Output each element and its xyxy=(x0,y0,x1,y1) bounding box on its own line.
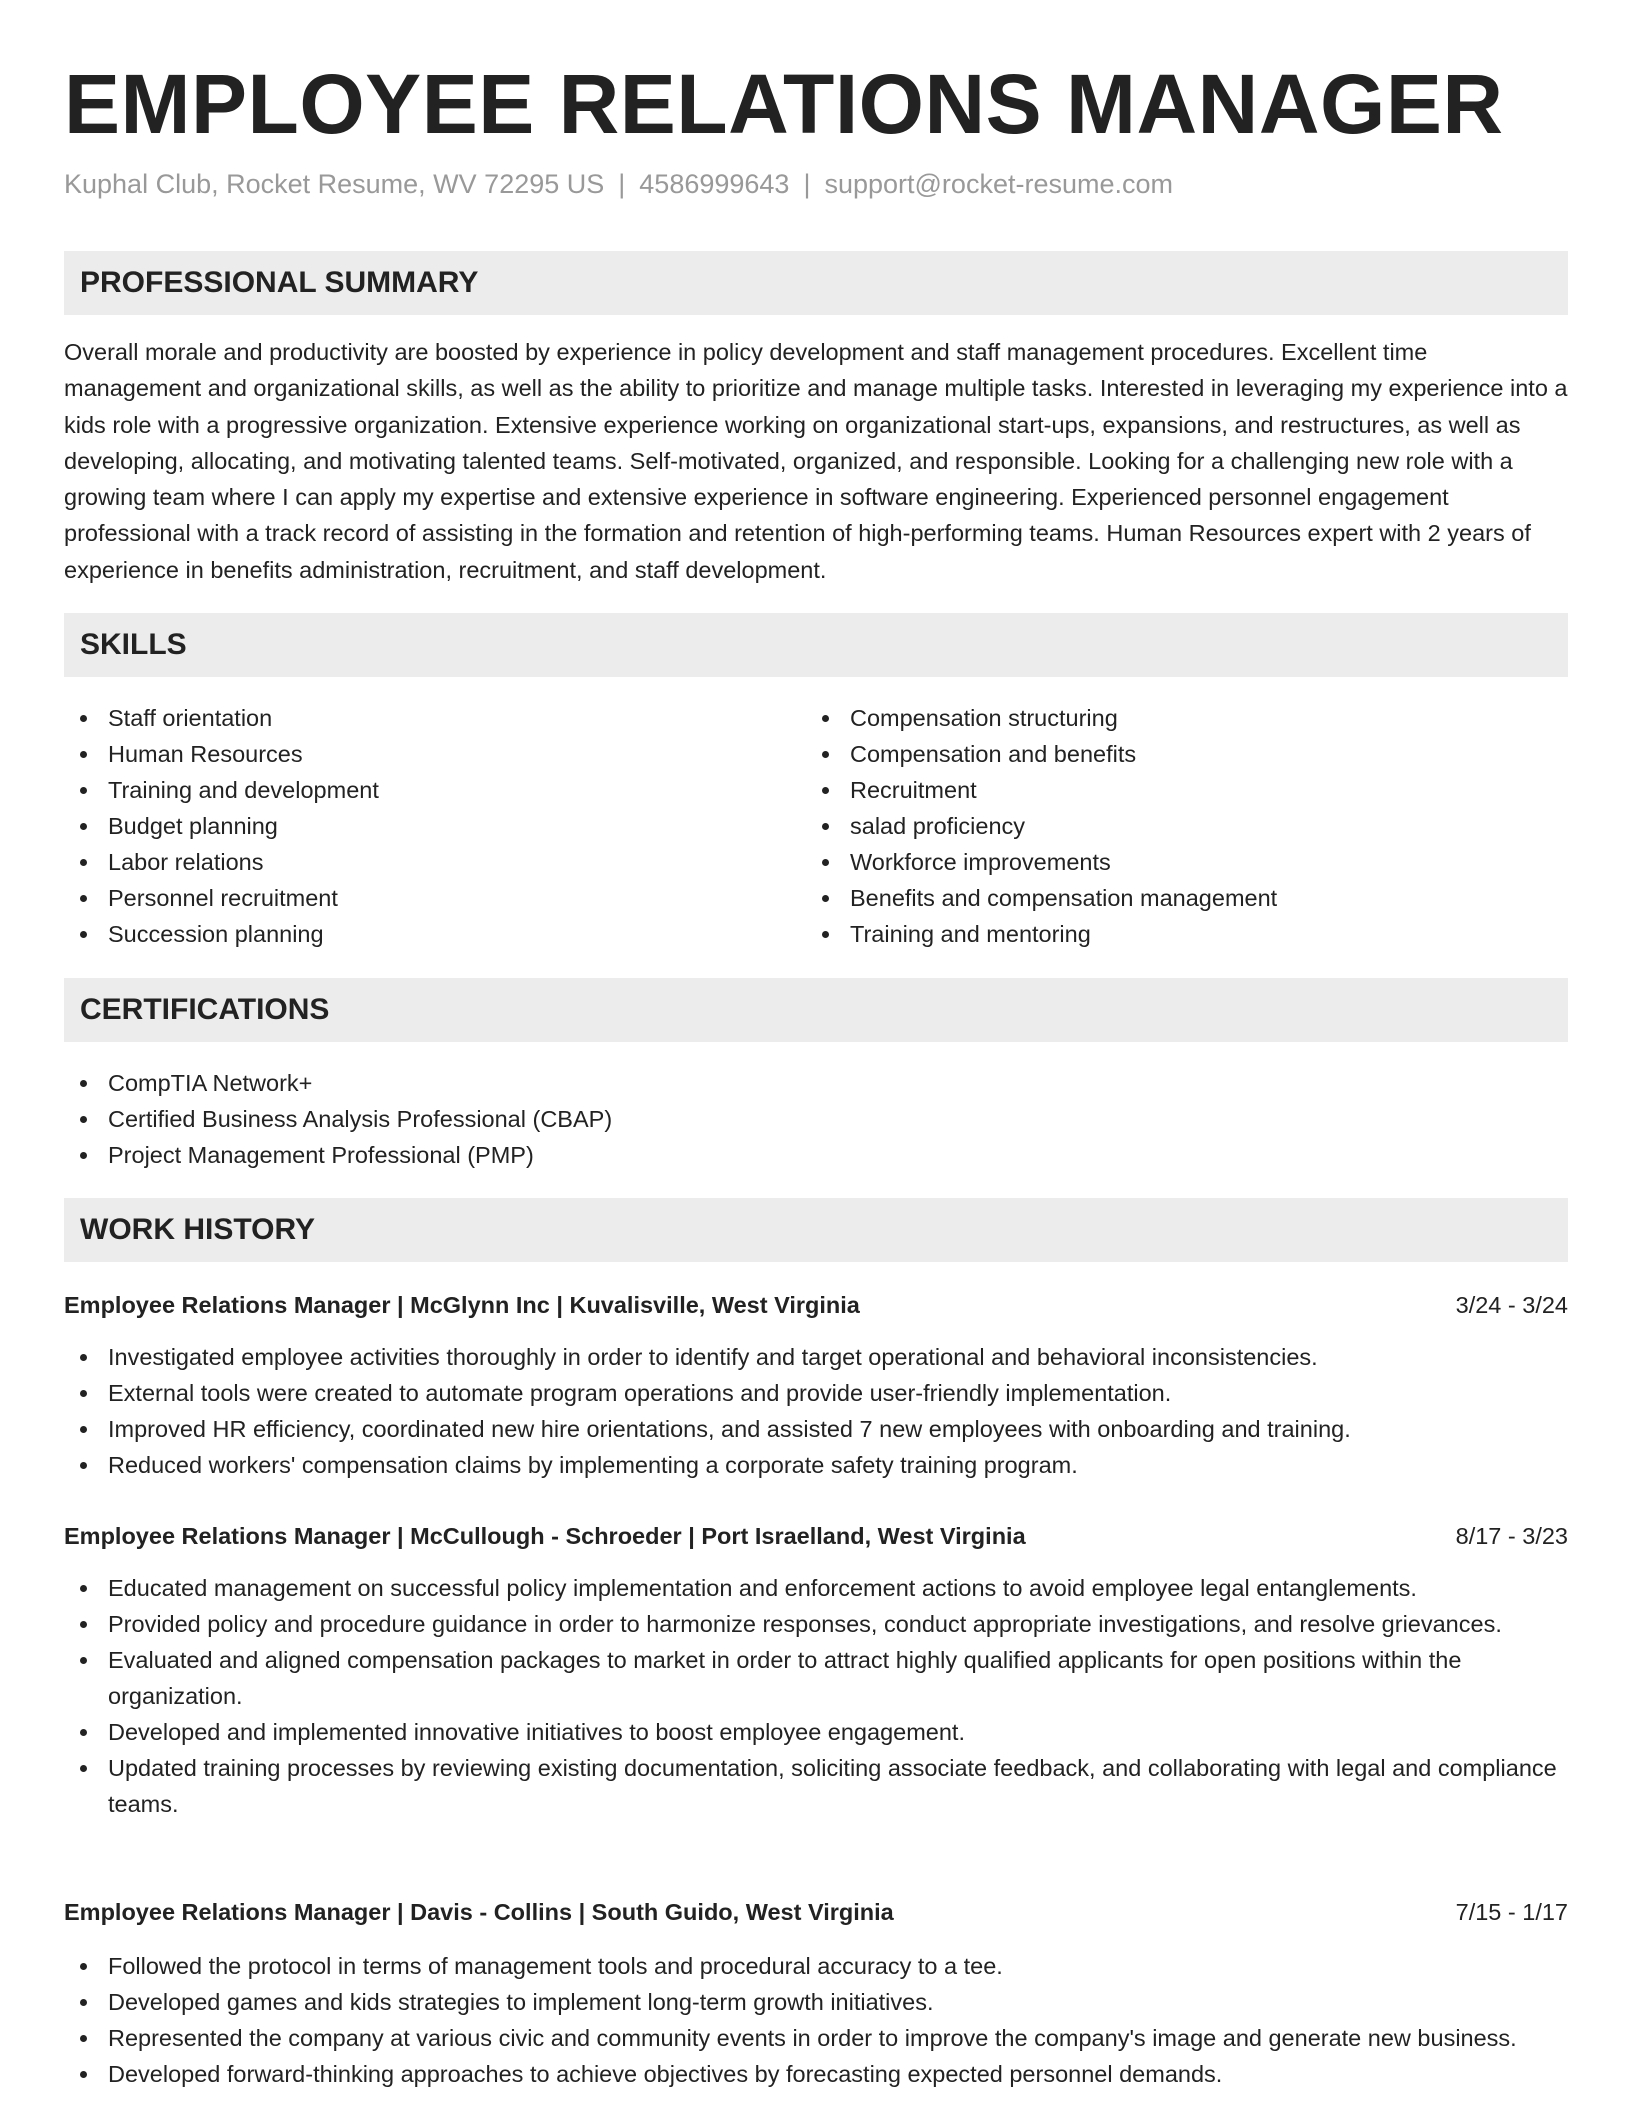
job-title: Employee Relations Manager | McCullough - Schroeder | Port Israelland, West Virginia xyxy=(64,1523,1026,1549)
contact-email: support@rocket-resume.com xyxy=(824,169,1173,199)
section-header-certifications xyxy=(64,978,1568,1042)
contact-phone: 4586999643 xyxy=(639,169,790,199)
skill-item: Training and mentoring xyxy=(806,916,1568,952)
section-header-summary xyxy=(64,251,1568,315)
job-header xyxy=(64,1894,1568,1930)
job-title: Employee Relations Manager | McGlynn Inc | Kuvalisville, West Virginia xyxy=(64,1292,860,1318)
certification-item: CompTIA Network+ xyxy=(64,1065,1568,1101)
job-bullet: External tools were created to automate program operations and provide user-friendly implementation. xyxy=(64,1375,1568,1411)
skill-item: Workforce improvements xyxy=(806,844,1568,880)
skill-item: Training and development xyxy=(64,772,804,808)
certifications-list xyxy=(64,1065,1568,1173)
skill-item: Personnel recruitment xyxy=(64,880,804,916)
section-header-skills xyxy=(64,613,1568,677)
job-bullet: Provided policy and procedure guidance in order to harmonize responses, conduct appropriate investigations, and resolve grievances. xyxy=(64,1606,1568,1642)
job-bullet-list xyxy=(64,1339,1568,1483)
skill-item: salad proficiency xyxy=(806,808,1568,844)
job-bullet: Developed forward-thinking approaches to achieve objectives by forecasting expected personnel demands. xyxy=(64,2056,1568,2092)
skill-item: Budget planning xyxy=(64,808,804,844)
contact-address: Kuphal Club, Rocket Resume, WV 72295 US xyxy=(64,169,605,199)
job-header xyxy=(64,1518,1568,1554)
job-bullet: Represented the company at various civic and community events in order to improve the company's image and generate new business. xyxy=(64,2020,1568,2056)
skill-item: Succession planning xyxy=(64,916,804,952)
job-dates: 8/17 - 3/23 xyxy=(1455,1523,1568,1549)
section-title: PROFESSIONAL SUMMARY xyxy=(80,266,479,299)
contact-line xyxy=(64,166,1173,202)
skills-list-left xyxy=(64,700,804,952)
job-bullet: Reduced workers' compensation claims by implementing a corporate safety training program. xyxy=(64,1447,1568,1483)
summary-text: Overall morale and productivity are boosted by experience in policy development and staff management procedures. Excellent time management and organizational skills, as well as the ability to prioritize and manage multiple tasks. Interested in leveraging my experience into a kids role with a progressive organization. Extensive experience working on organizational start-ups, expansions, and restructures, as well as developing, allocating, and motivating talented teams. Self-motivated, organized, and responsible. Looking for a challenging new role with a growing team where I can apply my expertise and extensive experience in software engineering. Experienced personnel engagement professional with a track record of assisting in the formation and retention of high-performing teams. Human Resources expert with 2 years of experience in benefits administration, recruitment, and staff development. xyxy=(64,339,1568,583)
skill-item: Recruitment xyxy=(806,772,1568,808)
skill-item: Compensation structuring xyxy=(806,700,1568,736)
contact-separator: | xyxy=(803,169,811,199)
job-dates: 7/15 - 1/17 xyxy=(1455,1899,1568,1925)
job-bullet-list xyxy=(64,1570,1568,1822)
skill-item: Compensation and benefits xyxy=(806,736,1568,772)
job-dates: 3/24 - 3/24 xyxy=(1455,1292,1568,1318)
job-bullet-list xyxy=(64,1948,1568,2092)
skill-item: Benefits and compensation management xyxy=(806,880,1568,916)
candidate-name: EMPLOYEE RELATIONS MANAGER xyxy=(64,57,1504,151)
skill-item: Staff orientation xyxy=(64,700,804,736)
job-bullet: Followed the protocol in terms of management tools and procedural accuracy to a tee. xyxy=(64,1948,1568,1984)
job-bullet: Evaluated and aligned compensation packages to market in order to attract highly qualified applicants for open positions within the organization. xyxy=(64,1642,1568,1714)
resume-page xyxy=(64,0,1568,2112)
section-title: WORK HISTORY xyxy=(80,1213,316,1246)
job-title: Employee Relations Manager | Davis - Collins | South Guido, West Virginia xyxy=(64,1899,894,1925)
skill-item: Human Resources xyxy=(64,736,804,772)
job-bullet: Developed and implemented innovative initiatives to boost employee engagement. xyxy=(64,1714,1568,1750)
job-bullet: Improved HR efficiency, coordinated new hire orientations, and assisted 7 new employees with onboarding and training. xyxy=(64,1411,1568,1447)
certification-item: Project Management Professional (PMP) xyxy=(64,1137,1568,1173)
job-header xyxy=(64,1287,1568,1323)
contact-separator: | xyxy=(618,169,626,199)
job-bullet: Developed games and kids strategies to implement long-term growth initiatives. xyxy=(64,1984,1568,2020)
section-title: CERTIFICATIONS xyxy=(80,993,330,1026)
job-bullet: Updated training processes by reviewing existing documentation, soliciting associate feedback, and collaborating with legal and compliance teams. xyxy=(64,1750,1568,1822)
skill-item: Labor relations xyxy=(64,844,804,880)
job-bullet: Investigated employee activities thoroughly in order to identify and target operational and behavioral inconsistencies. xyxy=(64,1339,1568,1375)
job-bullet: Educated management on successful policy implementation and enforcement actions to avoid employee legal entanglements. xyxy=(64,1570,1568,1606)
section-header-work-history xyxy=(64,1198,1568,1262)
skills-list-right xyxy=(806,700,1568,952)
certification-item: Certified Business Analysis Professional (CBAP) xyxy=(64,1101,1568,1137)
section-title: SKILLS xyxy=(80,628,187,661)
